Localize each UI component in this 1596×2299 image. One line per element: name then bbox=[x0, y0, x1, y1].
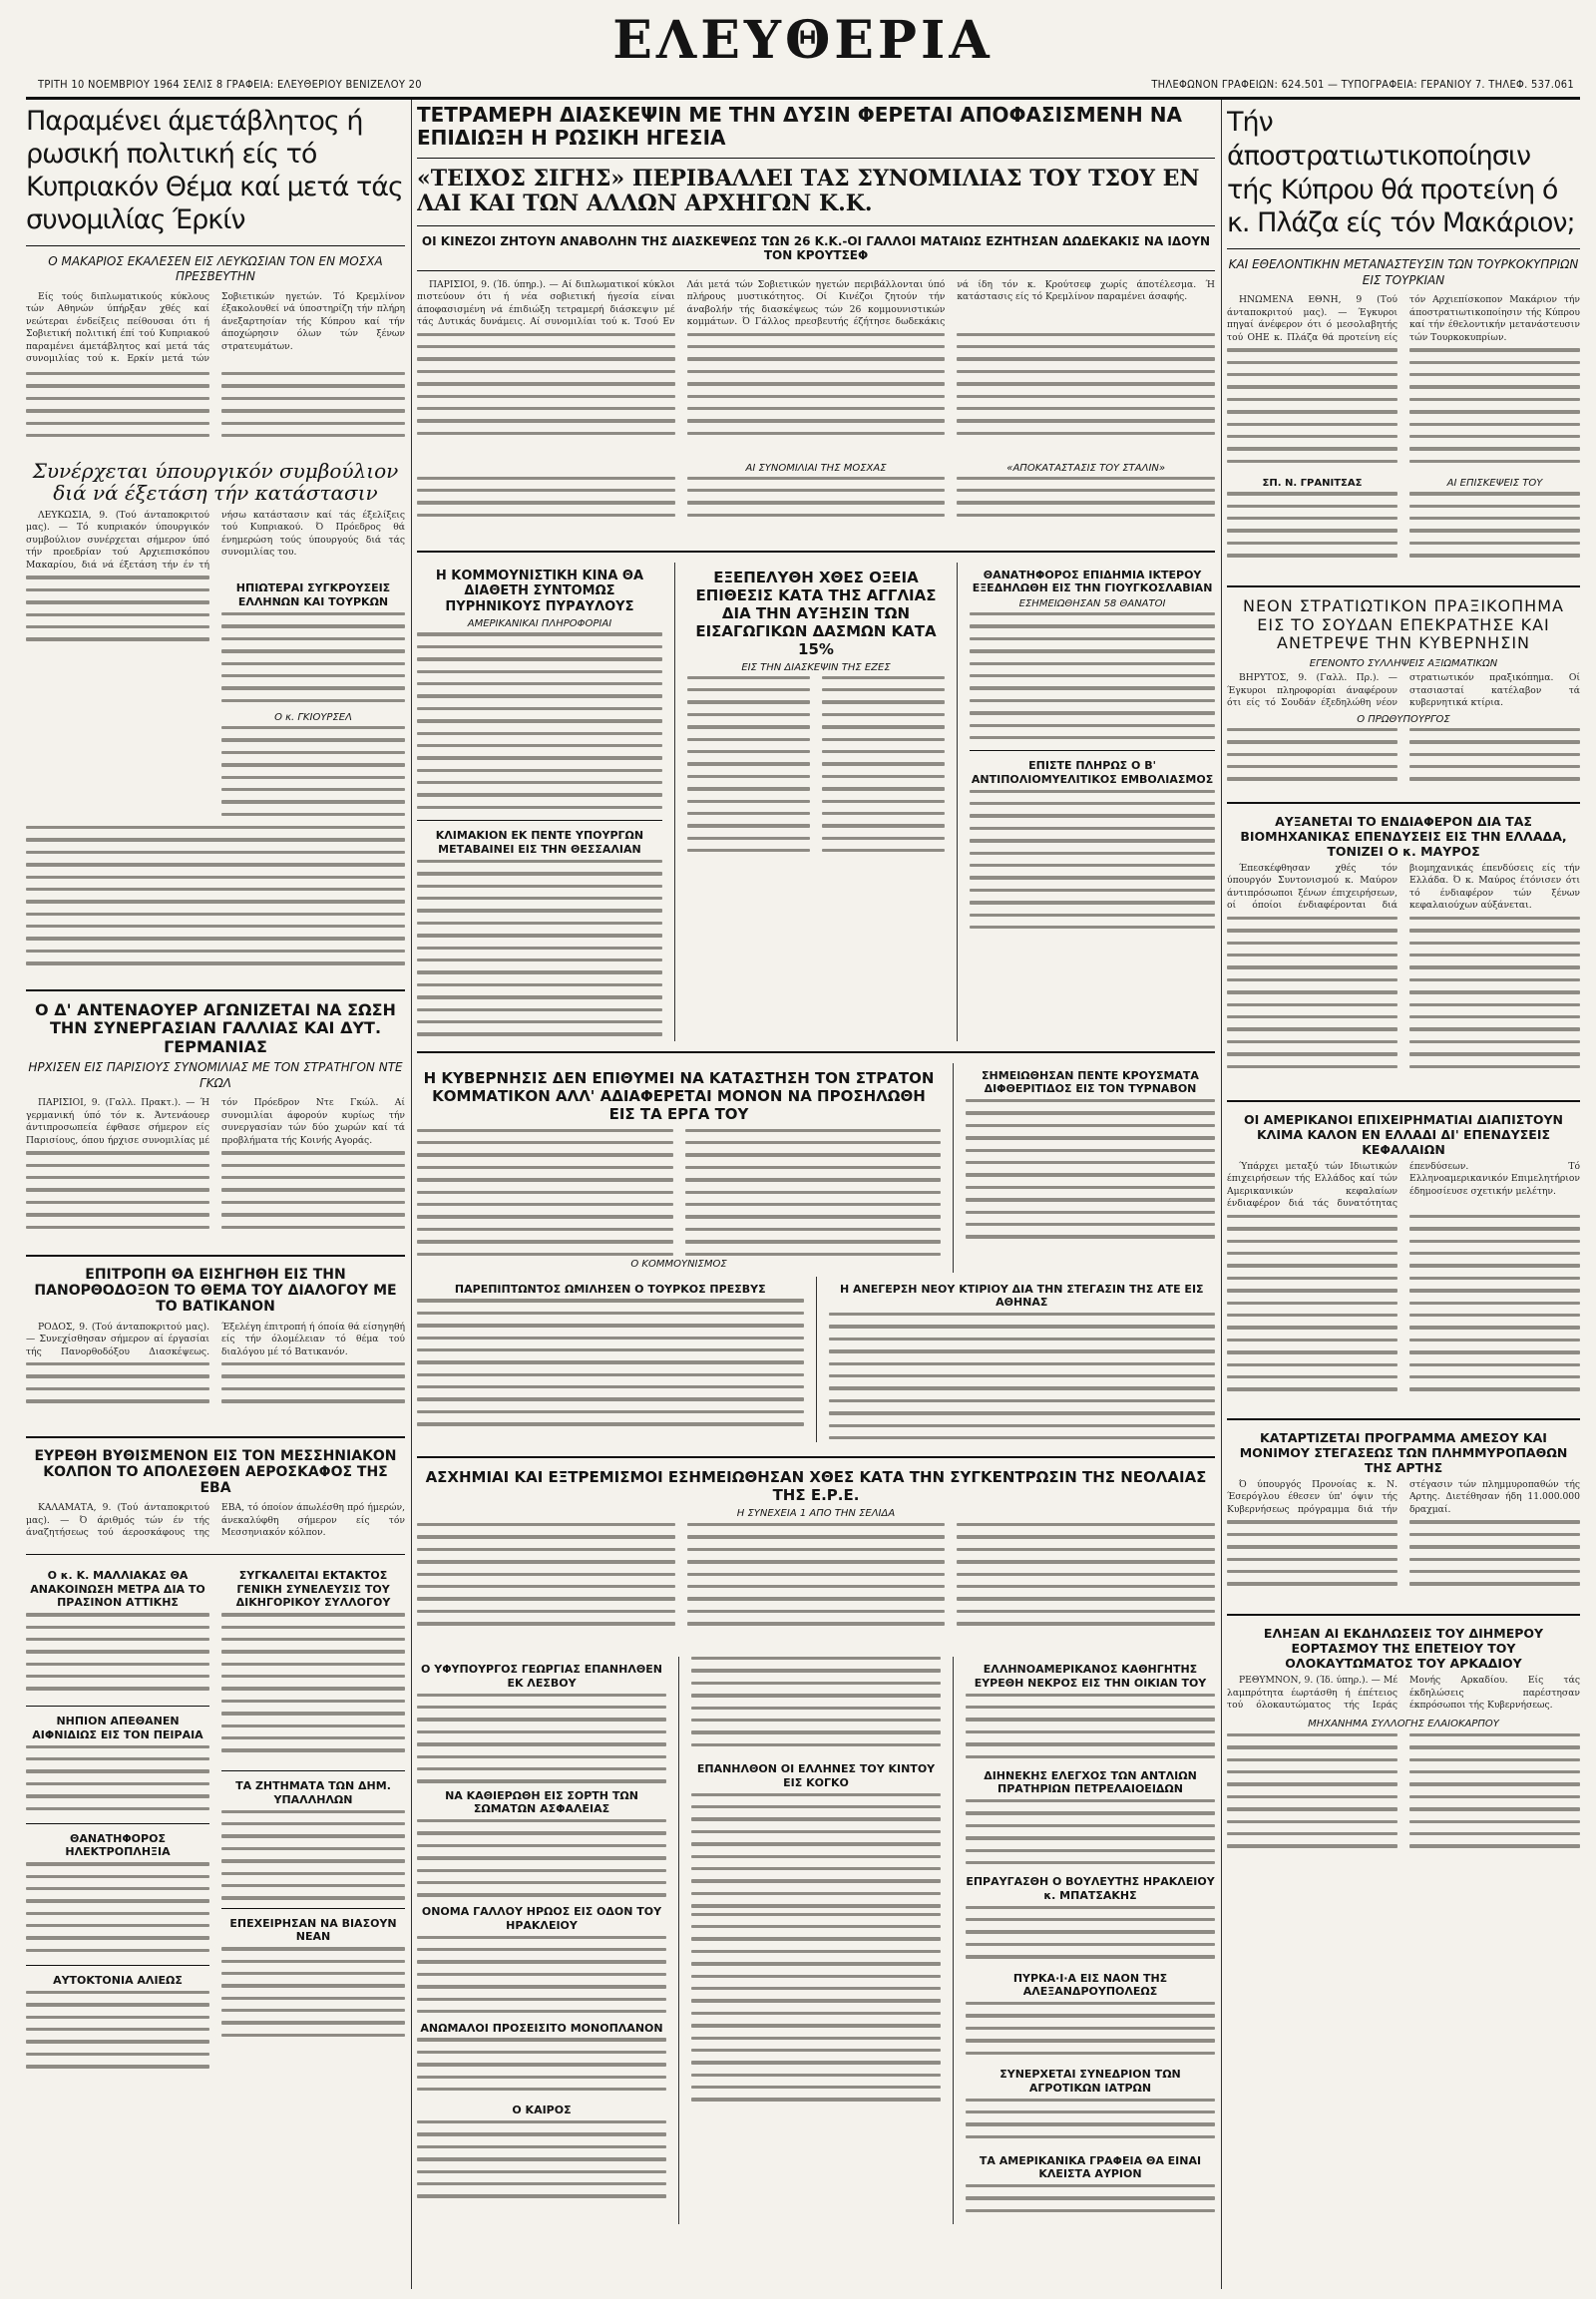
headline-american-investors: ΟΙ ΑΜΕΡΙΚΑΝΟΙ ΕΠΙΧΕΙΡΗΜΑΤΙΑΙ ΔΙΑΠΙΣΤΟΥΝ ΚΛΙΜΑ ΚΑΛΟΝ ΕΝ ΕΛΛΑΔΙ ΔΙ' ΕΠΕΝΔΥΣΕΙΣ ΚΕΦΑΛΑΙΩΝ bbox=[1244, 1111, 1563, 1157]
body-plaza: ΗΝΩΜΕΝΑ ΕΘΝΗ, 9 (Τού άνταποκριτού μας). — Έγκυροι πηγαί άνέφερον ότι ό μεσολαβητής τού ΟΗΕ κ. Πλάζα θά προτείνη είς τόν Αρχιεπίσκοπον Μακάριον τήν άποστρατιωτικοποίησιν τής Κύπρου καί τήν έθελοντικήν μετανάστευσιν τών Τουρκοκυπρίων. bbox=[1227, 294, 1580, 343]
body-cyprus-russia: Είς τούς διπλωματικούς κύκλους τών Αθηνών ύπήρξαν χθές καί νεώτεραι ένδείξεις πείθουσαι ότι ή Σοβιετική πολιτική έπί τού Κυπριακού παραμένει άμετάβλητος καί μετά τάς συνομιλίας τού κ. Ερκίν μετά τών Σοβιετικών ηγετών. Τό Κρεμλίνον έξακολουθεί νά ύποστηρίζη τήν πλήρη άνεξαρτησίαν τής Κύπρου καί τήν άποχώρησιν όλων τών ξένων στρατευμάτων. bbox=[26, 290, 405, 365]
article-adenauer bbox=[26, 1001, 405, 1241]
body-aircraft: ΚΑΛΑΜΑΤΑ, 9. (Τού άνταποκριτού μας). — Ό άριθμός τών έν τής άναζητήσεως τού άεροσκάφους της ΕΒΑ, τό όποίον άπωλέσθη πρό ήμερών, άνεκαλύφθη σήμερον είς τόν Μεσσηνιακόν κόλπον. bbox=[26, 1502, 405, 1539]
article-cyprus-russia bbox=[26, 100, 405, 975]
headline-quadripartite: ΤΕΤΡΑΜΕΡΗ ΔΙΑΣΚΕΨΙΝ ΜΕ ΤΗΝ ΔΥΣΙΝ ΦΕΡΕΤΑΙ ΑΠΟΦΑΣΙΣΜΕΝΗ ΝΑ ΕΠΙΔΙΩΞΗ Η ΡΩΣΙΚΗ ΗΓΕΣΙΑ bbox=[417, 103, 1182, 150]
center-row-1 bbox=[417, 563, 1215, 1041]
headline-cabinet-meeting: Συνέρχεται ύπουργικόν συμβούλιον διά νά έξετάση τήν κατάστασιν bbox=[32, 458, 399, 505]
headline-wall-of-silence: «ΤΕΙΧΟΣ ΣΙΓΗΣ» ΠΕΡΙΒΑΛΛΕΙ ΤΑΣ ΣΥΝΟΜΙΛΙΑΣ ΤΟΥ ΤΣΟΥ ΕΝ ΛΑΙ ΚΑΙ ΤΩΝ ΑΛΛΩΝ ΑΡΧΗΓΩΝ Κ.Κ. bbox=[417, 166, 1200, 217]
tag-efta: ΕΙΣ ΤΗΝ ΔΙΑΣΚΕΨΙΝ ΤΗΣ ΕΖΕΣ bbox=[741, 661, 891, 673]
body-american-investors: Ύπάρχει μεταξύ τών Ιδιωτικών έπιχειρήσεων τής Ελλάδος καί τών Αμερικανικών κεφαλαίων ένδιαφέρον διά τάς δυνατότητας έπενδύσεων. Τό Ελληνοαμερικανικόν Επιμελητήριον έδημοσίευσε σχετικήν μελέτην. bbox=[1227, 1160, 1580, 1210]
subhead-adenauer: ΗΡΧΙΣΕΝ ΕΙΣ ΠΑΡΙΣΙΟΥΣ ΣΥΝΟΜΙΛΙΑΣ ΜΕ ΤΟΝ ΣΤΡΑΤΗΓΟΝ ΝΤΕ ΓΚΩΛ bbox=[28, 1060, 403, 1090]
body-arkadi: ΡΕΘΥΜΝΟΝ, 9. (Ίδ. ύπηρ.). — Μέ λαμπρότητα έωρτάσθη ή έπέτειος τού όλοκαυτώματος τής Ιεράς Μονής Αρκαδίου. Είς τάς έκδηλώσεις παρέστησαν έκπρόσωποι τής Κυβερνήσεως. bbox=[1227, 1675, 1580, 1712]
article-army bbox=[417, 1063, 1215, 1443]
body-mavros: Έπεσκέφθησαν χθές τόν ύπουργόν Συντονισμού κ. Μαύρον άντιπρόσωποι ξένων έπιχειρήσεων, οί όποίοι ένδιαφέρονται διά βιομηχανικάς έπενδύσεις είς τήν Ελλάδα. Ό κ. Μαύρος έτόνισεν ότι τό ένδιαφέρον τών ξένων κεφαλαιούχων αύξάνεται. bbox=[1227, 862, 1580, 912]
headline-civil-servants: ΤΑ ΖΗΤΗΜΑΤΑ ΤΩΝ ΔΗΜ. ΥΠΑΛΛΗΛΩΝ bbox=[235, 1779, 391, 1806]
subhead-stalin: «ΑΠΟΚΑΤΑΣΤΑΣΙΣ ΤΟΥ ΣΤΑΛΙΝ» bbox=[1006, 462, 1166, 474]
body-vatican: ΡΟΔΟΣ, 9. (Τού άνταποκριτού μας). — Συνεχίσθησαν σήμερον αί έργασίαι τής Πανορθοδόξου Διασκέψεως. Έξελέγη έπιτροπή ή όποία θά είσηγηθή είς τήν όλομέλειαν τό θέμα τού διαλόγου μέ τό Βατικανόν. bbox=[26, 1321, 405, 1357]
article-american-investors bbox=[1227, 1112, 1580, 1404]
article-arkadi bbox=[1227, 1626, 1580, 1863]
article-ere-youth bbox=[417, 1468, 1215, 1643]
headline-rural-doctors: ΣΥΝΕΡΧΕΤΑΙ ΣΥΝΕΔΡΙΟΝ ΤΩΝ ΑΓΡΟΤΙΚΩΝ ΙΑΤΡΩΝ bbox=[999, 2068, 1181, 2095]
headline-arta-flood: ΚΑΤΑΡΤΙΖΕΤΑΙ ΠΡΟΓΡΑΜΜΑ ΑΜΕΣΟΥ ΚΑΙ ΜΟΝΙΜΟΥ ΣΤΕΓΑΣΕΩΣ ΤΩΝ ΠΛΗΜΜΥΡΟΠΑΘΩΝ ΤΗΣ ΑΡΤΗΣ bbox=[1239, 1429, 1568, 1475]
headline-turkish-ambassador: ΠΑΡΕΠΙΠΤΩΝΤΟΣ ΩΜΙΛΗΣΕΝ Ο ΤΟΥΡΚΟΣ ΠΡΕΣΒΥΣ bbox=[454, 1282, 766, 1296]
masthead-date-line: ΤΡΙΤΗ 10 ΝΟΕΜΒΡΙΟΥ 1964 ΣΕΛΙΣ 8 ΓΡΑΦΕΙΑ: ΕΛΕΥΘΕΡΙΟΥ ΒΕΝΙΖΕΛΟΥ 20 bbox=[38, 78, 422, 91]
subhead-sudan: ΕΓΕΝΟΝΤΟ ΣΥΛΛΗΨΕΙΣ ΑΞΙΩΜΑΤΙΚΩΝ bbox=[1309, 658, 1498, 670]
headline-infant: ΝΗΠΙΟΝ ΑΠΕΘΑΝΕΝ ΑΙΦΝΙΔΙΩΣ ΕΙΣ ΤΟΝ ΠΕΙΡΑΙΑ bbox=[32, 1715, 203, 1741]
headline-army: Η ΚΥΒΕΡΝΗΣΙΣ ΔΕΝ ΕΠΙΘΥΜΕΙ ΝΑ ΚΑΤΑΣΤΗΣΗ ΤΟΝ ΣΤΡΑΤΟΝ ΚΟΜΜΑΤΙΚΟΝ ΑΛΛ' ΑΔΙΑΦΕΡΕΤΑΙ ΜΟΝΟΝ ΝΑ ΠΡΟΣΗΛΩΘΗ ΕΙΣ ΤΑ ΕΡΓΑ ΤΟΥ bbox=[423, 1068, 935, 1123]
tag-jaundice: ΕΣΗΜΕΙΩΘΗΣΑΝ 58 ΘΑΝΑΤΟΙ bbox=[1018, 598, 1166, 610]
headline-assault: ΕΠΕΧΕΙΡΗΣΑΝ ΝΑ ΒΙΑΣΟΥΝ ΝΕΑΝ bbox=[229, 1916, 397, 1944]
headline-security-day: ΝΑ ΚΑΘΙΕΡΩΘΗ ΕΙΣ ΣΟΡΤΗ ΤΩΝ ΣΩΜΑΤΩΝ ΑΣΦΑΛΕΙΑΣ bbox=[445, 1788, 638, 1816]
headline-polio: ΕΠΙΣΤΕ ΠΛΗΡΩΣ Ο Β' ΑΝΤΙΠΟΛΙΟΜΥΕΛΙΤΙΚΟΣ ΕΜΒΟΛΙΑΣΜΟΣ bbox=[971, 759, 1214, 786]
article-arta-flood bbox=[1227, 1430, 1580, 1601]
headline-professor: ΕΛΛΗΝΟΑΜΕΡΙΚΑΝΟΣ ΚΑΘΗΓΗΤΗΣ ΕΥΡΕΘΗ ΝΕΚΡΟΣ ΕΙΣ ΤΗΝ ΟΙΚΙΑΝ ΤΟΥ bbox=[974, 1663, 1207, 1690]
subhead-chinese: ΟΙ ΚΙΝΕΖΟΙ ΖΗΤΟΥΝ ΑΝΑΒΟΛΗΝ ΤΗΣ ΔΙΑΣΚΕΨΕΩΣ ΤΩΝ 26 Κ.Κ.-ΟΙ ΓΑΛΛΟΙ ΜΑΤΑΙΩΣ ΕΖΗΤΗΣΑΝ ΔΩΔΕΚΑΚΙΣ ΝΑ ΙΔΟΥΝ ΤΟΝ ΚΡΟΥΤΣΕΦ bbox=[421, 233, 1211, 262]
headline-plaza: Τήν άποστρατιωτικοποίησιν τής Κύπρου θά προτείνη ό κ. Πλάζα είς τόν Μακάριον; bbox=[1227, 107, 1575, 239]
subhead-makarios: Ο ΜΑΚΑΡΙΟΣ ΕΚΑΛΕΣΕΝ ΕΙΣ ΛΕΥΚΩΣΙΑΝ ΤΟΝ ΕΝ ΜΟΣΧΑ ΠΡΕΣΒΕΥΤΗΝ bbox=[48, 253, 383, 284]
headline-mavros: ΑΥΞΑΝΕΤΑΙ ΤΟ ΕΝΔΙΑΦΕΡΟΝ ΔΙΑ ΤΑΣ ΒΙΟΜΗΧΑΝΙΚΑΣ ΕΠΕΝΔΥΣΕΙΣ ΕΙΣ ΤΗΝ ΕΛΛΑΔΑ, ΤΟΝΙΖΕΙ Ο κ. ΜΑΥΡΟΣ bbox=[1240, 813, 1567, 859]
headline-cyprus-russia: Παραμένει άμετάβλητος ή ρωσική πολιτική είς τό Κυπριακόν Θέμα καί μετά τάς συνομιλίας Έρκίν bbox=[26, 106, 403, 235]
article-plaza bbox=[1227, 100, 1580, 572]
headline-suicide: ΑΥΤΟΚΤΟΝΙΑ ΑΛΙΕΩΣ bbox=[53, 1974, 183, 1988]
headline-ere-youth: ΑΣΧΗΜΙΑΙ ΚΑΙ ΕΞΤΡΕΜΙΣΜΟΙ ΕΣΗΜΕΙΩΘΗΣΑΝ ΧΘΕΣ ΚΑΤΑ ΤΗΝ ΣΥΓΚΕΝΤΡΩΣΙΝ ΤΗΣ ΝΕΟΛΑΙΑΣ ΤΗΣ Ε.Ρ.Ε. bbox=[425, 1468, 1207, 1505]
page-grid bbox=[26, 100, 1580, 2289]
headline-diphtheria: ΣΗΜΕΙΩΘΗΣΑΝ ΠΕΝΤΕ ΚΡΟΥΣΜΑΤΑ ΔΙΦΘΕΡΙΤΙΔΟΣ ΕΙΣ ΤΟΝ ΤΥΡΝΑΒΟΝ bbox=[982, 1068, 1199, 1096]
headline-aircraft: ΕΥΡΕΘΗ ΒΥΘΙΣΜΕΝΟΝ ΕΙΣ ΤΟΝ ΜΕΣΣΗΝΙΑΚΟΝ ΚΟΛΠΟΝ ΤΟ ΑΠΟΛΕΣΘΕΝ ΑΕΡΟΣΚΑΦΟΣ ΤΗΣ ΕΒΑ bbox=[34, 1448, 397, 1497]
headline-pumps: ΔΙΗΝΕΚΗΣ ΕΛΕΓΧΟΣ ΤΩΝ ΑΝΤΛΙΩΝ ΠΡΑΤΗΡΙΩΝ ΠΕΤΡΕΛΑΙΟΕΙΔΩΝ bbox=[984, 1768, 1197, 1796]
article-aircraft bbox=[26, 1448, 405, 1540]
body-arta-flood: Ό ύπουργός Προνοίας κ. Ν. Έσερόγλου έθεσεν ύπ' όψιν τής Κυβερνήσεως πρόγραμμα διά τήν στέγασιν τών πλημμυροπαθών τής Αρτης. Διετέθησαν ήδη 11.000.000 δραχμαί. bbox=[1227, 1478, 1580, 1515]
headline-street-name: ΟΝΟΜΑ ΓΑΛΛΟΥ ΗΡΩΟΣ ΕΙΣ ΟΔΟΝ ΤΟΥ ΗΡΑΚΛΕΙΟΥ bbox=[421, 1905, 662, 1932]
byline-granitsas: ΣΠ. Ν. ΓΡΑΝΙΤΣΑΣ bbox=[1262, 478, 1363, 490]
subhead-gursel: Ο κ. ΓΚΙΟΥΡΣΕΛ bbox=[274, 711, 352, 723]
headline-monoplane: ΑΝΩΜΑΛΟΙ ΠΡΟΣΕΙΣΙΤΟ ΜΟΝΟΠΛΑΝΟΝ bbox=[420, 2021, 663, 2035]
article-mavros bbox=[1227, 814, 1580, 1086]
right-column bbox=[1227, 100, 1580, 2289]
headline-adenauer: Ο Δ' ΑΝΤΕΝΑΟΥΕΡ ΑΓΩΝΙΖΕΤΑΙ ΝΑ ΣΩΣΗ ΤΗΝ ΣΥΝΕΡΓΑΣΙΑΝ ΓΑΛΛΙΑΣ ΚΑΙ ΔΥΤ. ΓΕΡΜΑΝΙΑΣ bbox=[35, 999, 396, 1056]
subhead-communism: Ο ΚΟΜΜΟΥΝΙΣΜΟΣ bbox=[630, 1258, 727, 1270]
subhead-olive-machine: ΜΗΧΑΝΗΜΑ ΣΥΛΛΟΓΗΣ ΕΛΑΙΟΚΑΡΠΟΥ bbox=[1308, 1718, 1499, 1729]
headline-church-fire: ΠΥΡΚΑ·Ι·Α ΕΙΣ ΝΑΟΝ ΤΗΣ ΑΛΕΞΑΝΔΡΟΥΠΟΛΕΩΣ bbox=[1012, 1971, 1168, 1999]
body-soviet-leadership: ΠΑΡΙΣΙΟΙ, 9. (Ίδ. ύπηρ.). — Αί διπλωματικοί κύκλοι πιστεύουν ότι ή νέα σοβιετική ήγεσία είναι άποφασισμένη νά έπιδιώξη τετραμερή διάσκεψιν μέ τάς Δυτικάς δυνάμεις. Αί συνομιλίαι τού κ. Τσού Εν Λάι μετά τών Σοβιετικών ηγετών περιβάλλονται ύπό πλήρους μυστικότητος. Οί Κινέζοι ζητούν τήν άναβολήν τής διασκέψεως τών 26 κομμουνιστικών κομμάτων. Ό Γάλλος πρεσβευτής έζήτησε δωδεκάκις νά ίδη τόν κ. Κρούτσεφ χωρίς άποτέλεσμα. Ή κατάστασις είς τό Κρεμλίνον παραμένει άσαφής. bbox=[417, 278, 1215, 328]
headline-malliakas: Ο κ. Κ. ΜΑΛΛΙΑΚΑΣ ΘΑ ΑΝΑΚΟΙΝΩΣΗ ΜΕΤΡΑ ΔΙΑ ΤΟ ΠΡΑΣΙΝΟΝ ΑΤΤΙΚΗΣ bbox=[30, 1568, 205, 1610]
headline-lawyers: ΣΥΓΚΑΛΕΙΤΑΙ ΕΚΤΑΚΤΟΣ ΓΕΝΙΚΗ ΣΥΝΕΛΕΥΣΙΣ ΤΟΥ ΔΙΚΗΓΟΡΙΚΟΥ ΣΥΛΛΟΓΟΥ bbox=[235, 1568, 391, 1610]
subhead-moscow-talks: ΑΙ ΣΥΝΟΜΙΛΙΑΙ ΤΗΣ ΜΟΣΧΑΣ bbox=[745, 462, 887, 474]
headline-kindu: ΕΠΑΝΗΛΘΟΝ ΟΙ ΕΛΛΗΝΕΣ ΤΟΥ ΚΙΝΤΟΥ ΕΙΣ ΚΟΓΚΟ bbox=[696, 1762, 936, 1789]
headline-sudan: ΝΕΟΝ ΣΤΡΑΤΙΩΤΙΚΟΝ ΠΡΑΞΙΚΟΠΗΜΑ ΕΙΣ ΤΟ ΣΟΥΔΑΝ ΕΠΕΚΡΑΤΗΣΕ ΚΑΙ ΑΝΕΤΡΕΨΕ ΤΗΝ ΚΥΒΕΡΝΗΣΙΝ bbox=[1243, 596, 1564, 652]
headline-ate-building: Η ΑΝΕΓΕΡΣΗ ΝΕΟΥ ΚΤΙΡΙΟΥ ΔΙΑ ΤΗΝ ΣΤΕΓΑΣΙΝ ΤΗΣ ΑΤΕ ΕΙΣ ΑΘΗΝΑΣ bbox=[839, 1282, 1204, 1310]
article-vatican bbox=[26, 1267, 405, 1422]
tag-ere-youth: Η ΣΥΝΕΧΕΙΑ 1 ΑΠΟ ΤΗΝ ΣΕΛΙΔΑ bbox=[736, 1508, 896, 1520]
masthead-phone-line: ΤΗΛΕΦΩΝΟΝ ΓΡΑΦΕΙΩΝ: 624.501 — ΤΥΠΟΓΡΑΦΕΙΑ: ΓΕΡΑΝΙΟΥ 7. ΤΗΛΕΦ. 537.061 bbox=[1151, 78, 1574, 91]
subhead-pm: Ο ΠΡΩΘΥΠΟΥΡΓΟΣ bbox=[1357, 713, 1450, 725]
headline-ministers-thessaly: ΚΛΙΜΑΚΙΟΝ ΕΚ ΠΕΝΤΕ ΥΠΟΥΡΓΩΝ ΜΕΤΑΒΑΙΝΕΙ ΕΙΣ ΤΗΝ ΘΕΣΣΑΛΙΑΝ bbox=[435, 829, 644, 857]
body-sudan: ΒΗΡΥΤΟΣ, 9. (Γαλλ. Πρ.). — Έγκυροι πληροφορίαι άναφέρουν ότι είς τό Σουδάν έξεδηλώθη νέον στρατιωτικόν πραξικόπημα. Οί στασιασταί κατέλαβον τά κυβερνητικά κτίρια. bbox=[1227, 672, 1580, 709]
headline-electrocution: ΘΑΝΑΤΗΦΟΡΟΣ ΗΛΕΚΤΡΟΠΛΗΞΙΑ bbox=[65, 1831, 171, 1859]
masthead bbox=[26, 8, 1580, 100]
newspaper-title: ΕΛΕΥΘΕΡΙΑ bbox=[612, 10, 994, 71]
center-column bbox=[417, 100, 1215, 2289]
subhead-clashes: ΗΠΙΩΤΕΡΑΙ ΣΥΓΚΡΟΥΣΕΙΣ ΕΛΛΗΝΩΝ ΚΑΙ ΤΟΥΡΚΩΝ bbox=[235, 581, 391, 609]
headline-jaundice: ΘΑΝΑΤΗΦΟΡΟΣ ΕΠΙΔΗΜΙΑ ΙΚΤΕΡΟΥ ΕΞΕΔΗΛΩΘΗ ΕΙΣ ΤΗΝ ΓΙΟΥΓΚΟΣΛΑΒΙΑΝ bbox=[972, 568, 1213, 595]
subhead-visits: ΑΙ ΕΠΙΣΚΕΨΕΙΣ ΤΟΥ bbox=[1446, 478, 1543, 490]
headline-american-offices: ΤΑ ΑΜΕΡΙΚΑΝΙΚΑ ΓΡΑΦΕΙΑ ΘΑ ΕΙΝΑΙ ΚΛΕΙΣΤΑ ΑΥΡΙΟΝ bbox=[979, 2153, 1202, 2181]
left-column bbox=[26, 100, 405, 2289]
headline-vatican: ΕΠΙΤΡΟΠΗ ΘΑ ΕΙΣΗΓΗΘΗ ΕΙΣ ΤΗΝ ΠΑΝΟΡΘΟΔΟΞΟΝ ΤΟ ΘΕΜΑ ΤΟΥ ΔΙΑΛΟΓΟΥ ΜΕ ΤΟ ΒΑΤΙΚΑΝΟΝ bbox=[34, 1267, 397, 1316]
headline-deputy-minister: Ο ΥΦΥΠΟΥΡΓΟΣ ΓΕΩΡΓΙΑΣ ΕΠΑΝΗΛΘΕΝ ΕΚ ΛΕΣΒΟΥ bbox=[421, 1663, 662, 1690]
headline-weather: Ο ΚΑΙΡΟΣ bbox=[512, 2104, 572, 2117]
body-cabinet-meeting: ΛΕΥΚΩΣΙΑ, 9. (Τού άνταποκριτού μας). — Τό κυπριακόν ύπουργικόν συμβούλιον συνέρχεται σήμερον ύπό τήν προεδρίαν τού Αρχιεπισκόπου Μακαρίου, διά νά έξετάση τήν έν τή νήσω κατάστασιν καί τάς έξελίξεις τού Κυπριακού. Ό Πρόεδρος θά ένημερώση τούς ύπουργούς διά τάς συνομιλίας του. bbox=[26, 509, 405, 571]
body-adenauer: ΠΑΡΙΣΙΟΙ, 9. (Γαλλ. Πρακτ.). — Ή γερμανική ύπό τόν κ. Άντενάουερ άντιπροσωπεία έφθασε σήμερον είς Παρισίους, όπου ήρχισε συνομιλίας μέ τόν Πρόεδρον Ντε Γκώλ. Αί συνομιλίαι άφορούν κυρίως τήν συνεργασίαν τών δύο χωρών καί τά προβλήματα τής Κοινής Αγοράς. bbox=[26, 1097, 405, 1146]
center-bottom-grid bbox=[417, 1657, 1215, 2224]
tag-china-missiles: ΑΜΕΡΙΚΑΝΙΚΑΙ ΠΛΗΡΟΦΟΡΙΑΙ bbox=[467, 618, 612, 630]
subhead-plaza: ΚΑΙ ΕΘΕΛΟΝΤΙΚΗΝ ΜΕΤΑΝΑΣΤΕΥΣΙΝ ΤΩΝ ΤΟΥΡΚΟΚΥΠΡΙΩΝ ΕΙΣ ΤΟΥΡΚΙΑΝ bbox=[1228, 257, 1579, 287]
headline-efta-attack: ΕΞΕΠΕΛΥΘΗ ΧΘΕΣ ΟΞΕΙΑ ΕΠΙΘΕΣΙΣ ΚΑΤΑ ΤΗΣ ΑΓΓΛΙΑΣ ΔΙΑ ΤΗΝ ΑΥΞΗΣΙΝ ΤΩΝ ΕΙΣΑΓΩΓΙΚΩΝ ΔΑΣΜΩΝ ΚΑΤΑ 15% bbox=[695, 568, 937, 658]
article-sudan bbox=[1227, 597, 1580, 788]
headline-arkadi: ΕΛΗΞΑΝ ΑΙ ΕΚΔΗΛΩΣΕΙΣ ΤΟΥ ΔΙΗΜΕΡΟΥ ΕΟΡΤΑΣΜΟΥ ΤΗΣ ΕΠΕΤΕΙΟΥ ΤΟΥ ΟΛΟΚΑΥΤΩΜΑΤΟΣ ΤΟΥ ΑΡΚΑΔΙΟΥ bbox=[1263, 1626, 1544, 1672]
headline-china-missiles: Η ΚΟΜΜΟΥΝΙΣΤΙΚΗ ΚΙΝΑ ΘΑ ΔΙΑΘΕΤΗ ΣΥΝΤΟΜΩΣ ΠΥΡΗΝΙΚΟΥΣ ΠΥΡΑΥΛΟΥΣ bbox=[435, 568, 644, 614]
headline-batsakis: ΕΠΡΑΥΓΑΣΘΗ Ο ΒΟΥΛΕΥΤΗΣ ΗΡΑΚΛΕΙΟΥ κ. ΜΠΑΤΣΑΚΗΣ bbox=[966, 1875, 1215, 1902]
article-soviet-leadership bbox=[417, 100, 1215, 537]
